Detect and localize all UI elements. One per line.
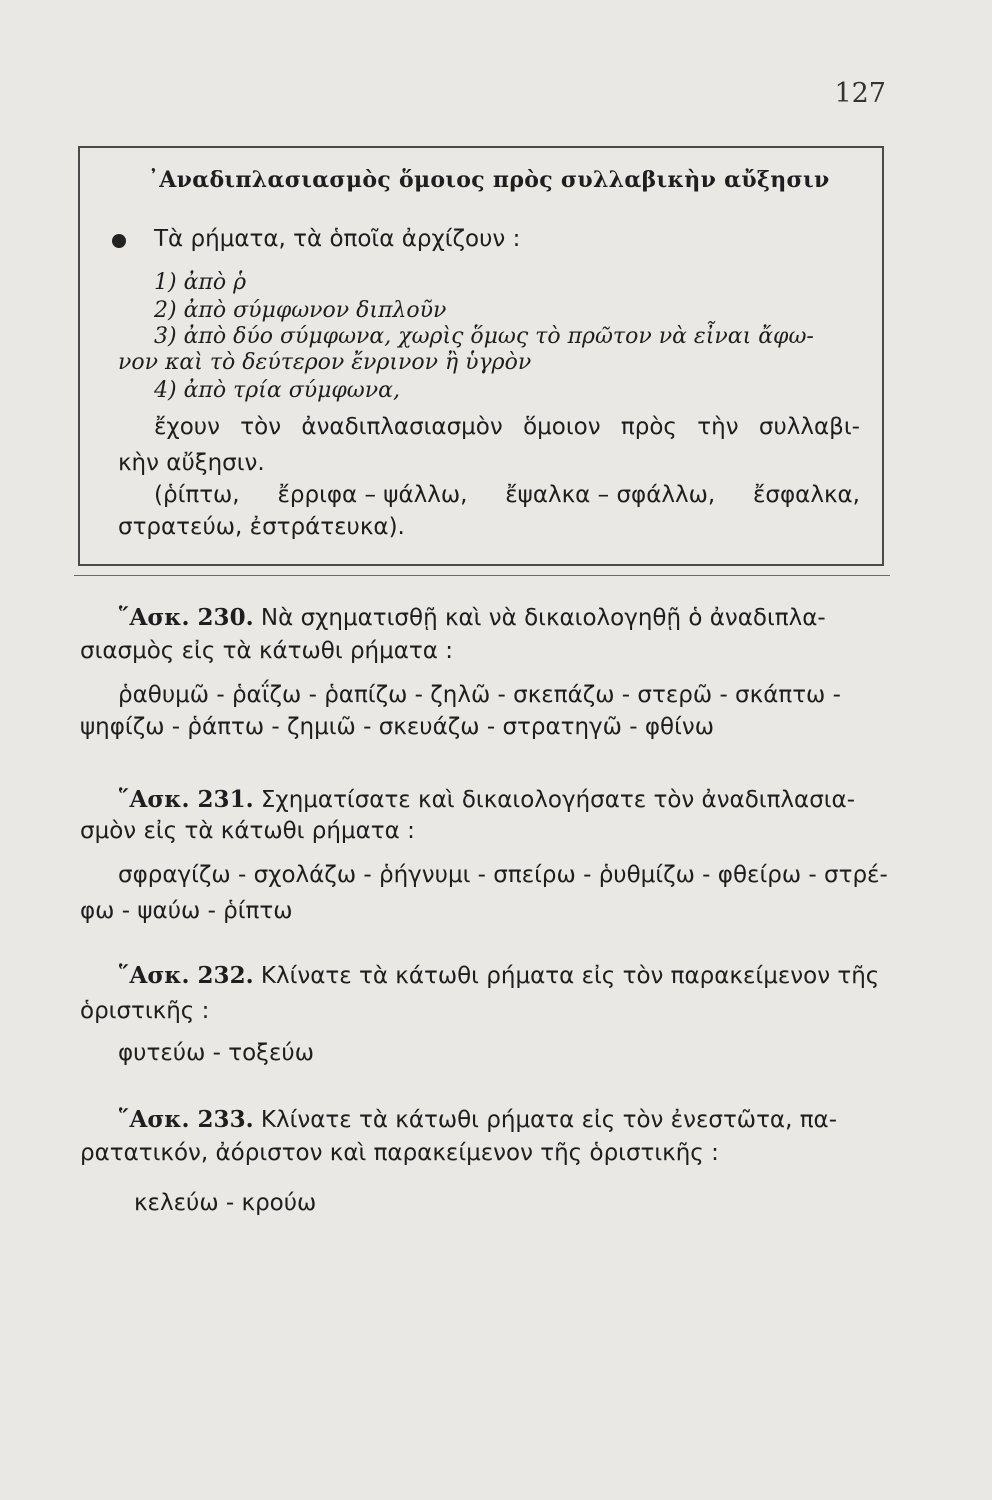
exercise-label: ῞Ασκ. 231. (118, 786, 254, 813)
exercise-230-line-1 (118, 604, 826, 631)
rule-examples (154, 482, 860, 508)
exercise-instruction: Νὰ σχηματισθῇ καὶ νὰ δικαιολογηθῇ ὁ ἀναδιπλα- (260, 605, 826, 631)
page-number: 127 (834, 78, 886, 109)
exercise-232-words: φυτεύω - τοξεύω (118, 1040, 314, 1066)
word: τὴν (697, 414, 739, 440)
exercise-233-words: κελεύω - κρούω (134, 1190, 317, 1216)
exercise-instruction: Κλίνατε τὰ κάτωθι ρήματα εἰς τὸν ἐνεστῶτα, πα- (260, 1107, 838, 1133)
word: ὅμοιον (523, 414, 601, 440)
exercise-label: ῞Ασκ. 233. (118, 1106, 254, 1133)
exercise-instruction: Σχηματίσατε καὶ δικαιολογήσατε τὸν ἀναδιπλασια- (260, 787, 856, 813)
exercise-233-line-2: ρατατικόν, ἀόριστον καὶ παρακείμενον τῆς ὁριστικῆς : (80, 1140, 719, 1166)
word: ἔχουν (154, 414, 220, 440)
word: συλλαβι- (758, 414, 860, 440)
example-word: ἔσφαλκα, (752, 482, 860, 508)
word: ἀναδιπλασιασμὸν (301, 414, 503, 440)
rule-case-2: 2) ἀπὸ σύμφωνον διπλοῦν (154, 298, 447, 323)
rule-box-title: ᾿Αναδιπλασιασμὸς ὅμοιος πρὸς συλλαβικὴν αὔξησιν (148, 167, 830, 193)
exercise-231-line-1 (118, 786, 855, 813)
example-word: (ῥίπτω, (154, 482, 240, 508)
exercise-231-words-1: σφραγίζω - σχολάζω - ῥήγνυμι - σπείρω - ῥυθμίζω - φθείρω - στρέ- (118, 862, 888, 888)
rule-divider (74, 575, 890, 576)
exercise-233-line-1 (118, 1106, 837, 1133)
rule-case-3: 3) ἀπὸ δύο σύμφωνα, χωρὶς ὅμως τὸ πρῶτον νὰ εἶναι ἄφω- (154, 324, 814, 349)
exercise-230-line-2: σιασμὸς εἰς τὰ κάτωθι ρήματα : (80, 638, 453, 664)
rule-examples-cont: στρατεύω, ἐστράτευκα). (118, 514, 405, 540)
exercise-231-line-2: σμὸν εἰς τὰ κάτωθι ρήματα : (80, 818, 415, 844)
rule-case-3-cont: νον καὶ τὸ δεύτερον ἔνρινον ἢ ὑγρὸν (118, 350, 532, 375)
rule-conclusion (154, 414, 860, 440)
exercise-232-line-1 (118, 962, 879, 989)
exercise-label: ῞Ασκ. 230. (118, 604, 254, 631)
example-word: ἔψαλκα – σφάλλω, (505, 482, 716, 508)
exercise-label: ῞Ασκ. 232. (118, 962, 254, 989)
exercise-231-words-2: φω - ψαύω - ῥίπτω (80, 898, 293, 924)
exercise-instruction: Κλίνατε τὰ κάτωθι ρήματα εἰς τὸν παρακείμενον τῆς (260, 963, 880, 989)
bullet-icon (112, 234, 126, 248)
rule-case-4: 4) ἀπὸ τρία σύμφωνα, (154, 378, 400, 403)
rule-intro: Τὰ ρήματα, τὰ ὁποῖα ἀρχίζουν : (154, 226, 521, 252)
example-word: ἔρριφα – ψάλλω, (277, 482, 468, 508)
word: τὸν (240, 414, 282, 440)
exercise-232-line-2: ὁριστικῆς : (80, 998, 210, 1024)
rule-case-1: 1) ἀπὸ ῥ (154, 270, 247, 295)
word: πρὸς (620, 414, 677, 440)
exercise-230-words-1: ῥαθυμῶ - ῥαΐζω - ῥαπίζω - ζηλῶ - σκεπάζω - στερῶ - σκάπτω - (118, 682, 841, 708)
exercise-230-words-2: ψηφίζω - ῥάπτω - ζημιῶ - σκευάζω - στρατηγῶ - φθίνω (80, 714, 714, 740)
rule-conclusion-cont: κὴν αὔξησιν. (118, 450, 265, 476)
